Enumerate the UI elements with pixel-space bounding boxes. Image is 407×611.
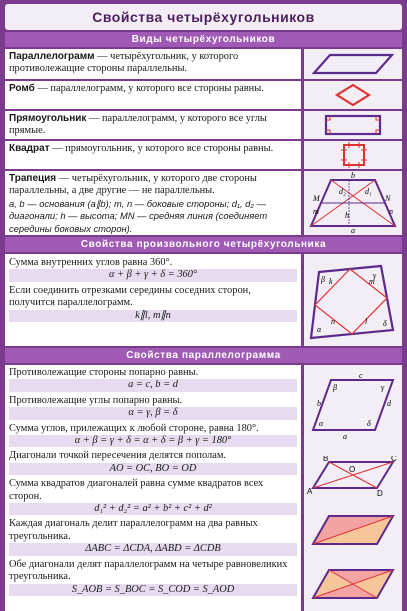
trap-label-a: a — [351, 226, 355, 234]
def-square: — прямоугольник, у которого все стороны равны. — [49, 143, 274, 154]
section-parallelogram-header: Свойства параллелограмма — [5, 348, 402, 363]
prop3-formula: α + β = γ + δ = α + δ = β + γ = 180° — [9, 435, 297, 447]
arbitrary-mid-text: Если соединить отрезками середины соседних сторон, получится параллелограмм. — [9, 284, 251, 309]
kind-rhombus-row — [5, 81, 402, 109]
page-title: Свойства четырёхугольников — [5, 4, 402, 30]
rhombus-figure — [304, 81, 402, 109]
arbitrary-mid-formula: k∥l, m∥n — [9, 310, 297, 322]
arbitrary-row — [5, 254, 402, 346]
kind-rectangle-row — [5, 111, 402, 139]
quad-label-beta: β — [321, 275, 325, 284]
quad-label-m: m — [369, 277, 375, 286]
prop1-text: Противолежащие стороны попарно равны. — [9, 367, 199, 378]
trap-label-h: h — [345, 211, 349, 220]
section-kinds-header: Виды четырёхугольников — [5, 32, 402, 47]
prop4-text: Диагонали точкой пересечения делятся пополам. — [9, 450, 227, 462]
def-rectangle: — параллелограмм, у которого все углы прямые. — [9, 113, 267, 137]
quad-label-n: n — [331, 317, 335, 326]
quad-label-l: l — [365, 317, 368, 326]
kind-square-text — [5, 141, 301, 169]
term-rectangle: Прямоугольник — [9, 113, 87, 124]
par-angle-beta: β — [333, 383, 337, 392]
par-side-a: a — [343, 432, 347, 441]
point-B: B — [323, 456, 329, 463]
point-A: A — [307, 487, 313, 496]
prop5-text: Сумма квадратов диагоналей равна сумме квадратов всех сторон. — [9, 478, 264, 502]
prop7-text: Обе диагонали делят параллелограмм на четыре равновеликих треугольника. — [9, 558, 288, 583]
prop4-formula: AO = OC, BO = OD — [9, 463, 297, 475]
point-D: D — [377, 489, 383, 496]
arbitrary-sum-formula: α + β + γ + δ = 360° — [9, 269, 297, 281]
rectangle-figure — [304, 111, 402, 139]
par-side-c: c — [359, 372, 363, 380]
trap-label-d1: d₁ — [365, 187, 372, 196]
def-trapezoid: — четырёхугольник, у которого две стороны параллельны, а две другие — не параллельны. — [9, 173, 257, 197]
kind-square-row — [5, 141, 402, 169]
quad-label-alpha: α — [317, 325, 322, 334]
point-O: O — [349, 465, 356, 474]
kind-parallelogram-text — [5, 49, 301, 79]
par-angle-delta: δ — [367, 419, 371, 428]
trap-label-M: M — [313, 194, 320, 203]
kind-rectangle-text — [5, 111, 301, 139]
prop2-text: Противолежащие углы попарно равны. — [9, 394, 183, 406]
prop6-text: Каждая диагональ делит параллелограмм на два равных треугольника. — [9, 518, 258, 542]
trap-label-d2: d₂ — [339, 187, 346, 196]
arbitrary-sum-text: Сумма внутренних углов равна 360°. — [9, 257, 173, 268]
quad-label-delta: δ — [383, 319, 387, 328]
par-diagonals-figure — [307, 456, 399, 496]
par-angle-alpha: α — [319, 419, 324, 428]
trap-label-N: N — [385, 194, 391, 203]
prop1-formula: a = c, b = d — [9, 379, 297, 391]
trapezoid-figure — [304, 171, 402, 235]
trap-label-m: m — [313, 207, 319, 216]
parallelogram-props-text — [5, 365, 301, 611]
par-angle-gamma: γ — [381, 383, 385, 392]
kind-trapezoid-row — [5, 171, 402, 235]
prop7-formula: S_AOB = S_BOC = S_COD = S_AOD — [9, 584, 297, 596]
parallelogram-props-row — [5, 365, 402, 611]
arbitrary-text — [5, 254, 301, 346]
kind-parallelogram-row — [5, 49, 402, 79]
def-parallelogram: — четырёхугольник, у которого противолежащие стороны параллельны. — [9, 51, 239, 75]
square-figure — [304, 141, 402, 169]
term-square: Квадрат — [9, 143, 50, 154]
parallelogram-figure — [304, 49, 402, 79]
quad-label-gamma: γ — [373, 271, 377, 280]
par-triangles-figure-2 — [307, 564, 399, 604]
term-parallelogram: Параллелограмм — [9, 51, 95, 62]
trap-label-n: n — [389, 207, 393, 216]
section-arbitrary-header: Свойства произвольного четырёхугольника — [5, 237, 402, 252]
par-sides-angles-figure — [307, 372, 399, 442]
quadrilateral-figure — [304, 254, 402, 346]
prop5-formula: d₁² + d₂² = a² + b² + c² + d² — [9, 503, 297, 515]
term-trapezoid: Трапеция — [9, 173, 57, 184]
par-triangles-figure-1 — [307, 510, 399, 550]
prop2-formula: α = γ, β = δ — [9, 407, 297, 419]
kind-trapezoid-text — [5, 171, 301, 235]
parallelogram-figures — [304, 365, 402, 611]
par-side-d: d — [387, 399, 391, 408]
prop3-text: Сумма углов, прилежащих к любой стороне, равна 180°. — [9, 422, 259, 434]
term-rhombus: Ромб — [9, 83, 35, 94]
quad-label-k: k — [329, 277, 333, 286]
trapezoid-notation: a, b — основания (a∥b); m, n — боковые стороны; d₁, d₂ — диагонали; h — высота; MN — средняя линия (соединяет середины боковых сторон). — [9, 197, 268, 234]
def-rhombus: — параллелограмм, у которого все стороны равны. — [34, 83, 264, 94]
par-side-b: b — [317, 399, 321, 408]
prop6-formula: ΔABC = ΔCDA, ΔABD = ΔCDB — [9, 543, 297, 555]
kind-rhombus-text — [5, 81, 301, 109]
trap-label-b: b — [351, 172, 355, 180]
point-C: C — [391, 456, 397, 463]
